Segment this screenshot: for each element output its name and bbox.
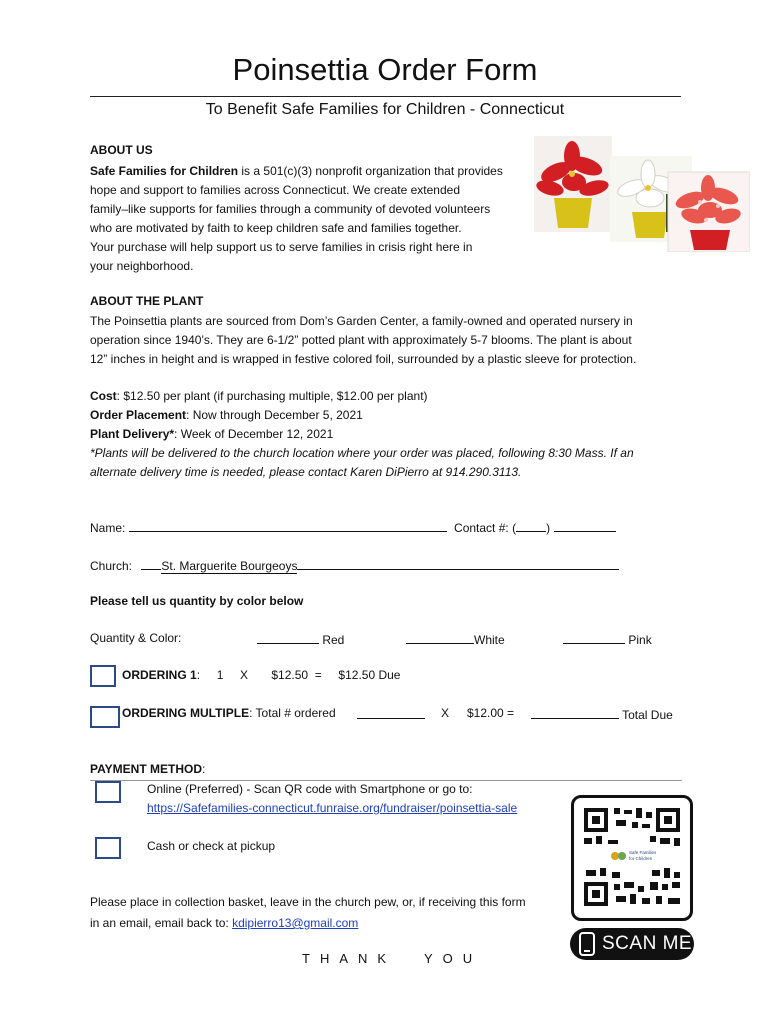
pink-quantity-field[interactable] bbox=[563, 631, 625, 644]
you-word: YOU bbox=[424, 951, 483, 966]
church-row bbox=[90, 557, 619, 573]
red-quantity-field[interactable] bbox=[257, 631, 319, 644]
white-quantity-field[interactable] bbox=[406, 631, 474, 644]
scan-me-label: SCAN ME bbox=[602, 933, 693, 954]
contact-label: Contact #: bbox=[454, 521, 509, 535]
order-placement-label: Order Placement bbox=[90, 408, 187, 422]
title-divider bbox=[90, 96, 681, 97]
quantity-prompt: Please tell us quantity by color below bbox=[90, 594, 304, 608]
ordering-multiple-checkbox[interactable] bbox=[90, 706, 120, 728]
phone-icon bbox=[578, 932, 596, 956]
contact-area-code-field[interactable] bbox=[516, 519, 546, 532]
cash-payment-checkbox[interactable] bbox=[95, 837, 121, 859]
ordering-multiple-row: ORDERING MULTIPLE: Total # ordered bbox=[122, 706, 336, 720]
about-us-text: Safe Families for Children is a 501(c)(3) nonprofit organization that provides hope and support to families across Connecticut. We create extended family–like supports for families through a community of devoted volunteers who are motivated by faith to keep children safe and families together. Your purchase will help support us to serve families in crisis right here in your neighborhood. bbox=[90, 164, 503, 273]
white-quantity: White bbox=[406, 631, 505, 647]
payment-divider bbox=[90, 780, 682, 781]
church-field[interactable]: St. Marguerite Bourgeoys bbox=[161, 559, 298, 573]
online-payment-text: Online (Preferred) - Scan QR code with Smartphone or go to: bbox=[147, 782, 473, 796]
thank-word: THANK bbox=[302, 951, 397, 966]
pink-poinsettia-photo bbox=[668, 172, 750, 252]
red-poinsettia-photo bbox=[534, 136, 612, 232]
name-label: Name: bbox=[90, 521, 126, 535]
online-payment-checkbox[interactable] bbox=[95, 781, 121, 803]
plant-delivery-label: Plant Delivery* bbox=[90, 427, 175, 441]
payment-heading: PAYMENT METHOD: bbox=[90, 762, 206, 776]
email-link[interactable]: kdipierro13@gmail.com bbox=[232, 916, 359, 930]
total-due-field[interactable] bbox=[531, 706, 619, 719]
church-label: Church: bbox=[90, 559, 133, 573]
cost-label: Cost bbox=[90, 389, 117, 403]
online-payment-link[interactable]: https://Safefamilies-connecticut.funraise.org/fundraiser/poinsettia-sale bbox=[147, 801, 518, 815]
about-us-heading: ABOUT US bbox=[90, 143, 153, 157]
delivery-note: *Plants will be delivered to the church location where your order was placed, following 8:30 Mass. If an bbox=[90, 446, 634, 460]
page-subtitle: To Benefit Safe Families for Children - Connecticut bbox=[205, 101, 565, 118]
red-quantity: Red bbox=[257, 631, 344, 647]
ordering-one-checkbox[interactable] bbox=[90, 665, 116, 687]
about-plant-heading: ABOUT THE PLANT bbox=[90, 294, 204, 308]
return-instructions: Please place in collection basket, leave in the church pew, or, if receiving this form in an email, email back to: kdipierro13@gmail.com bbox=[90, 895, 526, 930]
qr-code-frame[interactable] bbox=[571, 795, 693, 921]
multiple-price: $12.00 = bbox=[467, 706, 515, 720]
multiple-quantity-field[interactable] bbox=[357, 706, 425, 722]
svg-text:for Children: for Children bbox=[629, 856, 653, 861]
name-field[interactable] bbox=[129, 519, 447, 532]
page-title: Poinsettia Order Form bbox=[232, 52, 538, 87]
total-due-row: Total Due bbox=[531, 706, 673, 722]
contact-number-field[interactable] bbox=[554, 519, 616, 532]
org-name: Safe Families for Children bbox=[90, 164, 239, 178]
times-sign: X bbox=[441, 706, 450, 720]
scan-me-button[interactable] bbox=[570, 928, 694, 960]
pink-quantity: Pink bbox=[563, 631, 652, 647]
name-row: Name: Contact #: ( ) bbox=[90, 519, 616, 535]
poinsettia-photos bbox=[534, 136, 750, 252]
quantity-color-label: Quantity & Color: bbox=[90, 631, 182, 645]
cash-payment-text: Cash or check at pickup bbox=[147, 839, 276, 853]
ordering-one-row: ORDERING 1: 1 X $12.50 = $12.50 Due bbox=[122, 668, 401, 682]
about-plant-text: The Poinsettia plants are sourced from Dom’s Garden Center, a family-owned and operated nursery in operation since 1940’s. They are 6-1/2” potted plant with approximately 5-7 blooms. The plant is about 12” inches in height and is wrapped in festive colored foil, surrounded by a plastic sleeve for protection. bbox=[90, 314, 637, 366]
order-details: Cost: $12.50 per plant (if purchasing multiple, $12.00 per plant) Order Placement: Now through December 5, 2021 Plant Delivery*: Week of December 12, 2021 *Plants will be delivered to the church location where your order was placed, following 8:30 Mass. If an alternate delivery time is needed, please contact Karen DiPierro at 914.290.3113. bbox=[90, 387, 690, 482]
qr-code[interactable] bbox=[574, 798, 690, 918]
svg-text:Safe Families: Safe Families bbox=[629, 850, 657, 855]
